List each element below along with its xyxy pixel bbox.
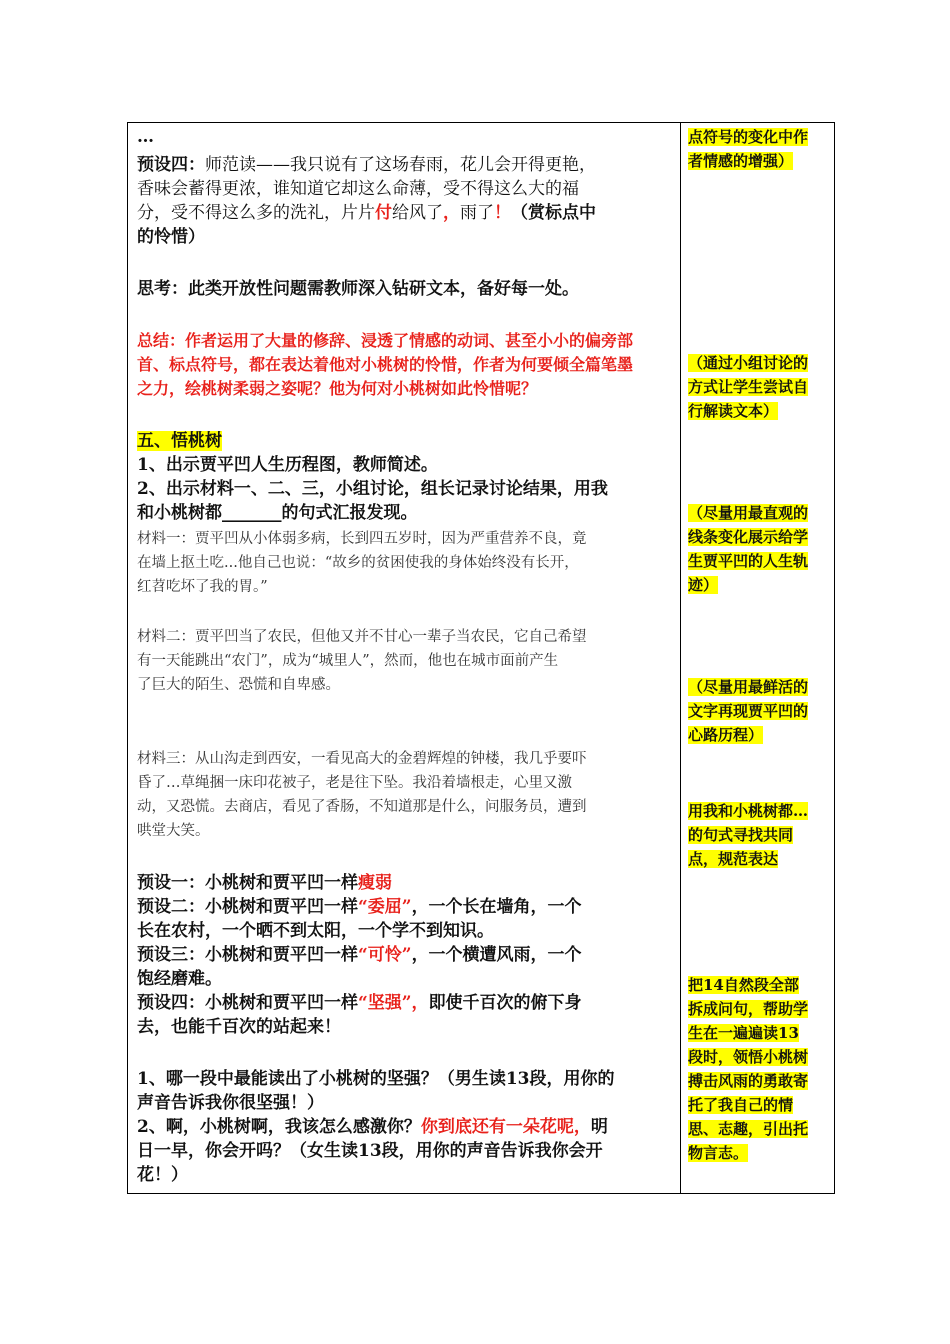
material2-line2: 有一天能跳出“农门”，成为“城里人”，然而，他也在城市面前产生 — [137, 653, 559, 669]
question2-line2: 日一早，你会开吗？（女生读13段，用你的声音告诉我你会开 — [137, 1141, 603, 1161]
material2-line3: 了巨大的陌生、恐慌和自卑感。 — [137, 677, 340, 693]
preset3-line2: 饱经磨难。 — [137, 969, 222, 989]
ellipsis: … — [137, 127, 154, 147]
summary-line2: 首、标点符号，都在表达着他对小桃树的怜惜，作者为何要倾全篇笔墨 — [137, 355, 634, 374]
material3-line4: 哄堂大笑。 — [137, 823, 210, 839]
material3-line3: 动，又恐慌。去商店，看见了香肠，不知道那是什么，问服务员，遭到 — [137, 799, 587, 815]
preset4-line1: 预设四：师范读——我只说有了这场春雨，花儿会开得更艳， — [137, 155, 596, 175]
lesson-plan-table — [127, 122, 835, 1194]
preset3-line1: 预设三：小桃树和贾平凹一样“可怜”，一个横遭风雨，一个 — [137, 945, 582, 965]
section5-title: 五、悟桃树 — [137, 431, 222, 451]
note2-line2: 方式让学生尝试自 — [688, 378, 809, 396]
note2-line1: （通过小组讨论的 — [688, 354, 809, 372]
note1-line2: 者情感的增强） — [688, 152, 794, 170]
note4-line1: （尽量用最鲜活的 — [688, 678, 809, 696]
note5-line3: 点，规范表达 — [688, 850, 779, 868]
thinking-note: 思考：此类开放性问题需教师深入钻研文本，备好每一处。 — [137, 279, 579, 299]
column-divider — [680, 123, 681, 1193]
note6-line3: 生在一遍遍读13 — [688, 1024, 799, 1042]
note4-line3: 心路历程） — [688, 726, 764, 744]
material3-line2: 昏了…草绳捆一床印花被子，老是往下坠。我沿着墙根走，心里又激 — [137, 775, 572, 791]
question1-line1: 1、哪一段中最能读出了小桃树的坚强？（男生读13段，用你的 — [137, 1069, 615, 1089]
preset2-line2: 长在农村，一个晒不到太阳，一个学不到知识。 — [137, 921, 494, 941]
material1-line1: 材料一：贾平凹从小体弱多病，长到四五岁时，因为严重营养不良，竟 — [137, 531, 587, 547]
note1-line1: 点符号的变化中作 — [688, 128, 809, 146]
preset2-line1: 预设二：小桃树和贾平凹一样“委屈”，一个长在墙角，一个 — [137, 897, 582, 917]
note5-line1: 用我和小桃树都… — [688, 802, 809, 820]
note2-line3: 行解读文本） — [688, 402, 779, 420]
summary-line1: 总结：作者运用了大量的修辞、浸透了情感的动词、甚至小小的偏旁部 — [137, 331, 634, 350]
note3-line4: 迹） — [688, 576, 719, 594]
note6-line2: 拆成问句，帮助学 — [688, 1000, 809, 1018]
note3-line3: 生贾平凹的人生轨 — [688, 552, 809, 570]
summary-line3: 之力，绘桃树柔弱之姿呢？他为何对小桃树如此怜惜呢？ — [137, 379, 538, 398]
note4-line2: 文字再现贾平凹的 — [688, 702, 809, 720]
note3-line2: 线条变化展示给学 — [688, 528, 809, 546]
note6-line7: 思、志趣，引出托 — [688, 1120, 809, 1138]
material2-line1: 材料二：贾平凹当了农民，但他又并不甘心一辈子当农民，它自己希望 — [137, 629, 587, 645]
note6-line4: 段时，领悟小桃树 — [688, 1048, 809, 1066]
note3-line1: （尽量用最直观的 — [688, 504, 809, 522]
material3-line1: 材料三：从山沟走到西安，一看见高大的金碧辉煌的钟楼，我几乎要吓 — [137, 751, 587, 767]
note6-line8: 物言志。 — [688, 1144, 749, 1162]
preset4-line2: 香味会蓄得更浓，谁知道它却这么命薄，受不得这么大的福 — [137, 179, 579, 199]
note5-line2: 的句式寻找共同 — [688, 826, 794, 844]
step2-line2: 和小桃树都_______的句式汇报发现。 — [137, 503, 418, 523]
material1-line3: 红苕吃坏了我的胃。” — [137, 579, 268, 595]
step2-line1: 2、出示材料一、二、三，小组讨论，组长记录讨论结果，用我 — [137, 479, 608, 499]
step1: 1、出示贾平凹人生历程图，教师简述。 — [137, 455, 438, 475]
material1-line2: 在墙上抠土吃...他自己也说：“故乡的贫困使我的身体始终没有长开， — [137, 555, 579, 571]
note6-line6: 托了我自己的情 — [688, 1096, 794, 1114]
note6-line5: 搏击风雨的勇敢寄 — [688, 1072, 809, 1090]
note6-line1: 把14自然段全部 — [688, 976, 799, 994]
question1-line2: 声音告诉我你很坚强！） — [137, 1093, 324, 1113]
preset4-line3: 分，受不得这么多的洗礼，片片付给风了，雨了！（赏标点中 — [137, 203, 596, 223]
question2-line3: 花！） — [137, 1165, 188, 1185]
question2-line1: 2、啊，小桃树啊，我该怎么感激你？你到底还有一朵花呢，明 — [137, 1117, 608, 1137]
preset4-line1b: 预设四：小桃树和贾平凹一样“坚强”，即使千百次的俯下身 — [137, 993, 582, 1013]
preset4-line4: 的怜惜） — [137, 227, 205, 247]
preset4-line2b: 去，也能千百次的站起来！ — [137, 1017, 341, 1037]
preset1: 预设一：小桃树和贾平凹一样瘦弱 — [137, 873, 392, 893]
